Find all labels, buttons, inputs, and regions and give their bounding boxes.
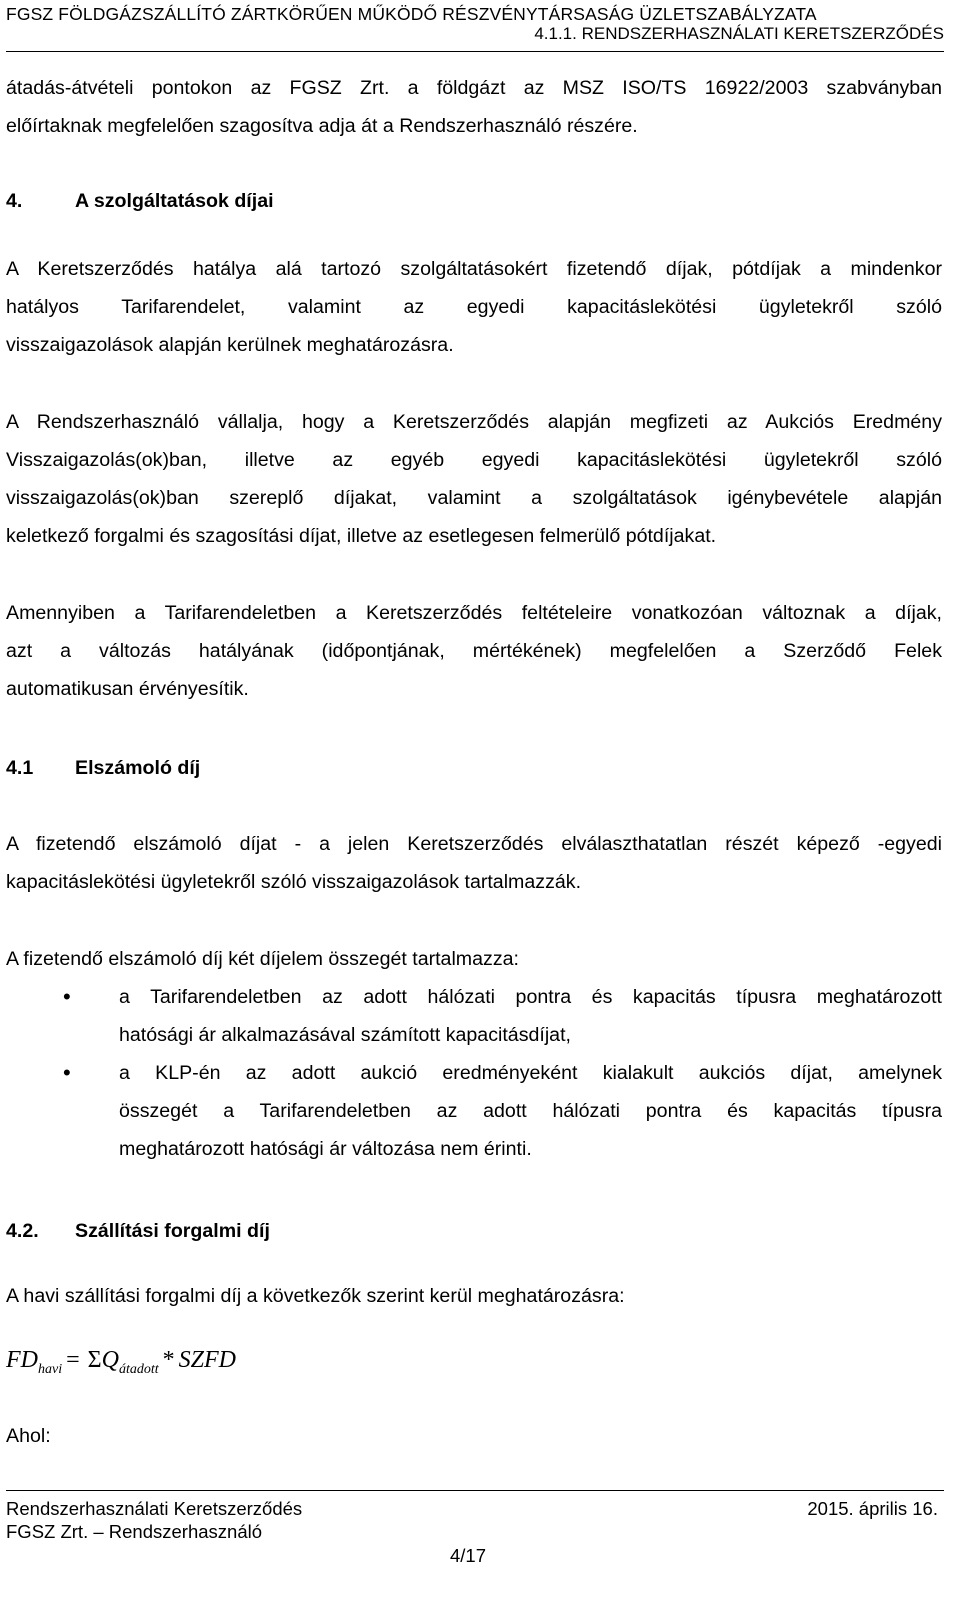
paragraph-2 bbox=[6, 403, 942, 555]
footer-date: 2015. április 16. bbox=[807, 1498, 938, 1519]
bullet-2-line-1: a KLP-én az adott aukció eredményeként kialakult aukciós díjat, amelynek bbox=[119, 1062, 942, 1084]
bullet-2-line-2: összegét a Tarifarendeletben az adott hálózati pontra és kapacitás típusra bbox=[119, 1100, 942, 1122]
section-4-1-title: Elszámoló díj bbox=[75, 757, 201, 779]
p4-line-2: kapacitáslekötési ügyletekről szóló visszaigazolások tartalmazzák. bbox=[6, 871, 582, 893]
p2-line-1: A Rendszerhasználó vállalja, hogy a Keretszerződés alapján megfizeti az Aukciós Eredmény bbox=[6, 411, 942, 433]
formula bbox=[6, 1347, 236, 1377]
section-4-number: 4. bbox=[6, 190, 23, 212]
header-title: FGSZ FÖLDGÁZSZÁLLÍTÓ ZÁRTKÖRŰEN MŰKÖDŐ RÉSZVÉNYTÁRSASÁG ÜZLETSZABÁLYZATA bbox=[6, 4, 817, 24]
p2-line-2: Visszaigazolás(ok)ban, illetve az egyéb egyedi kapacitáslekötési ügyletekről szóló bbox=[6, 449, 942, 471]
ahol-label bbox=[6, 1417, 942, 1455]
formula-lhs: FD bbox=[6, 1347, 38, 1373]
intro-line-1: átadás-átvételi pontokon az FGSZ Zrt. a földgázt az MSZ ISO/TS 16922/2003 szabványban bbox=[6, 77, 942, 99]
section-4-1-heading bbox=[6, 749, 200, 787]
section-4-heading bbox=[6, 182, 274, 220]
bullet-dot-icon: • bbox=[63, 984, 71, 1009]
bullet-item-1 bbox=[6, 978, 942, 1054]
p5-line: A fizetendő elszámoló díj két díjelem összegét tartalmazza: bbox=[6, 948, 519, 970]
p6-line: A havi szállítási forgalmi díj a következők szerint kerül meghatározásra: bbox=[6, 1285, 625, 1307]
bullet-1-line-1: a Tarifarendeletben az adott hálózati pontra és kapacitás típusra meghatározott bbox=[119, 986, 942, 1008]
footer-doc-name: Rendszerhasználati Keretszerződés bbox=[6, 1498, 303, 1519]
p1-line-3: visszaigazolások alapján kerülnek meghatározásra. bbox=[6, 334, 454, 356]
p2-line-4: keletkező forgalmi és szagosítási díjat, illetve az esetlegesen felmerülő pótdíjakat. bbox=[6, 525, 717, 547]
bullet-list bbox=[6, 978, 942, 1168]
bullet-dot-icon: • bbox=[63, 1060, 71, 1085]
formula-sum: Σ bbox=[87, 1347, 102, 1373]
section-4-1-number: 4.1 bbox=[6, 757, 34, 779]
header-rule bbox=[6, 51, 944, 52]
formula-q: Q bbox=[101, 1347, 119, 1373]
footer-page-number: 4/17 bbox=[450, 1545, 487, 1566]
p1-line-1: A Keretszerződés hatálya alá tartozó szolgáltatásokért fizetendő díjak, pótdíjak a mindenkor bbox=[6, 258, 942, 280]
formula-q-sub: átadott bbox=[118, 1362, 159, 1377]
section-4-2-number: 4.2. bbox=[6, 1220, 39, 1242]
p3-line-3: automatikusan érvényesítik. bbox=[6, 678, 249, 700]
p3-line-1: Amennyiben a Tarifarendeletben a Keretszerződés feltételeire vonatkozóan változnak a díjak, bbox=[6, 602, 942, 624]
header-section-ref: 4.1.1. RENDSZERHASZNÁLATI KERETSZERZŐDÉS bbox=[534, 24, 944, 43]
formula-equals: = bbox=[66, 1347, 80, 1373]
bullet-2-line-3: meghatározott hatósági ár változása nem érinti. bbox=[119, 1138, 532, 1160]
footer-parties: FGSZ Zrt. – Rendszerhasználó bbox=[6, 1521, 263, 1542]
formula-rhs: SZFD bbox=[178, 1347, 236, 1373]
bullet-1-line-2: hatósági ár alkalmazásával számított kapacitásdíjat, bbox=[119, 1024, 571, 1046]
p3-line-2: azt a változás hatályának (időpontjának, mértékének) megfelelően a Szerződő Felek bbox=[6, 640, 942, 662]
section-4-title: A szolgáltatások díjai bbox=[75, 190, 274, 212]
section-4-2-heading bbox=[6, 1212, 270, 1250]
paragraph-5 bbox=[6, 940, 942, 978]
formula-times: * bbox=[162, 1347, 175, 1373]
section-4-2-title: Szállítási forgalmi díj bbox=[75, 1220, 270, 1242]
p1-line-2: hatályos Tarifarendelet, valamint az egyedi kapacitáslekötési ügyletekről szóló bbox=[6, 296, 942, 318]
paragraph-6 bbox=[6, 1277, 942, 1315]
footer-rule bbox=[6, 1490, 944, 1491]
intro-paragraph bbox=[6, 69, 942, 145]
p2-line-3: visszaigazolás(ok)ban szereplő díjakat, valamint a szolgáltatások igénybevétele alapján bbox=[6, 487, 942, 509]
paragraph-4 bbox=[6, 825, 942, 901]
bullet-item-2 bbox=[6, 1054, 942, 1168]
p4-line-1: A fizetendő elszámoló díjat - a jelen Keretszerződés elválaszthatatlan részét képező -egyedi bbox=[6, 833, 942, 855]
paragraph-3 bbox=[6, 594, 942, 708]
ahol-text: Ahol: bbox=[6, 1425, 51, 1447]
intro-line-2: előírtaknak megfelelően szagosítva adja át a Rendszerhasználó részére. bbox=[6, 115, 638, 137]
paragraph-1 bbox=[6, 250, 942, 364]
formula-lhs-sub: havi bbox=[38, 1362, 63, 1377]
